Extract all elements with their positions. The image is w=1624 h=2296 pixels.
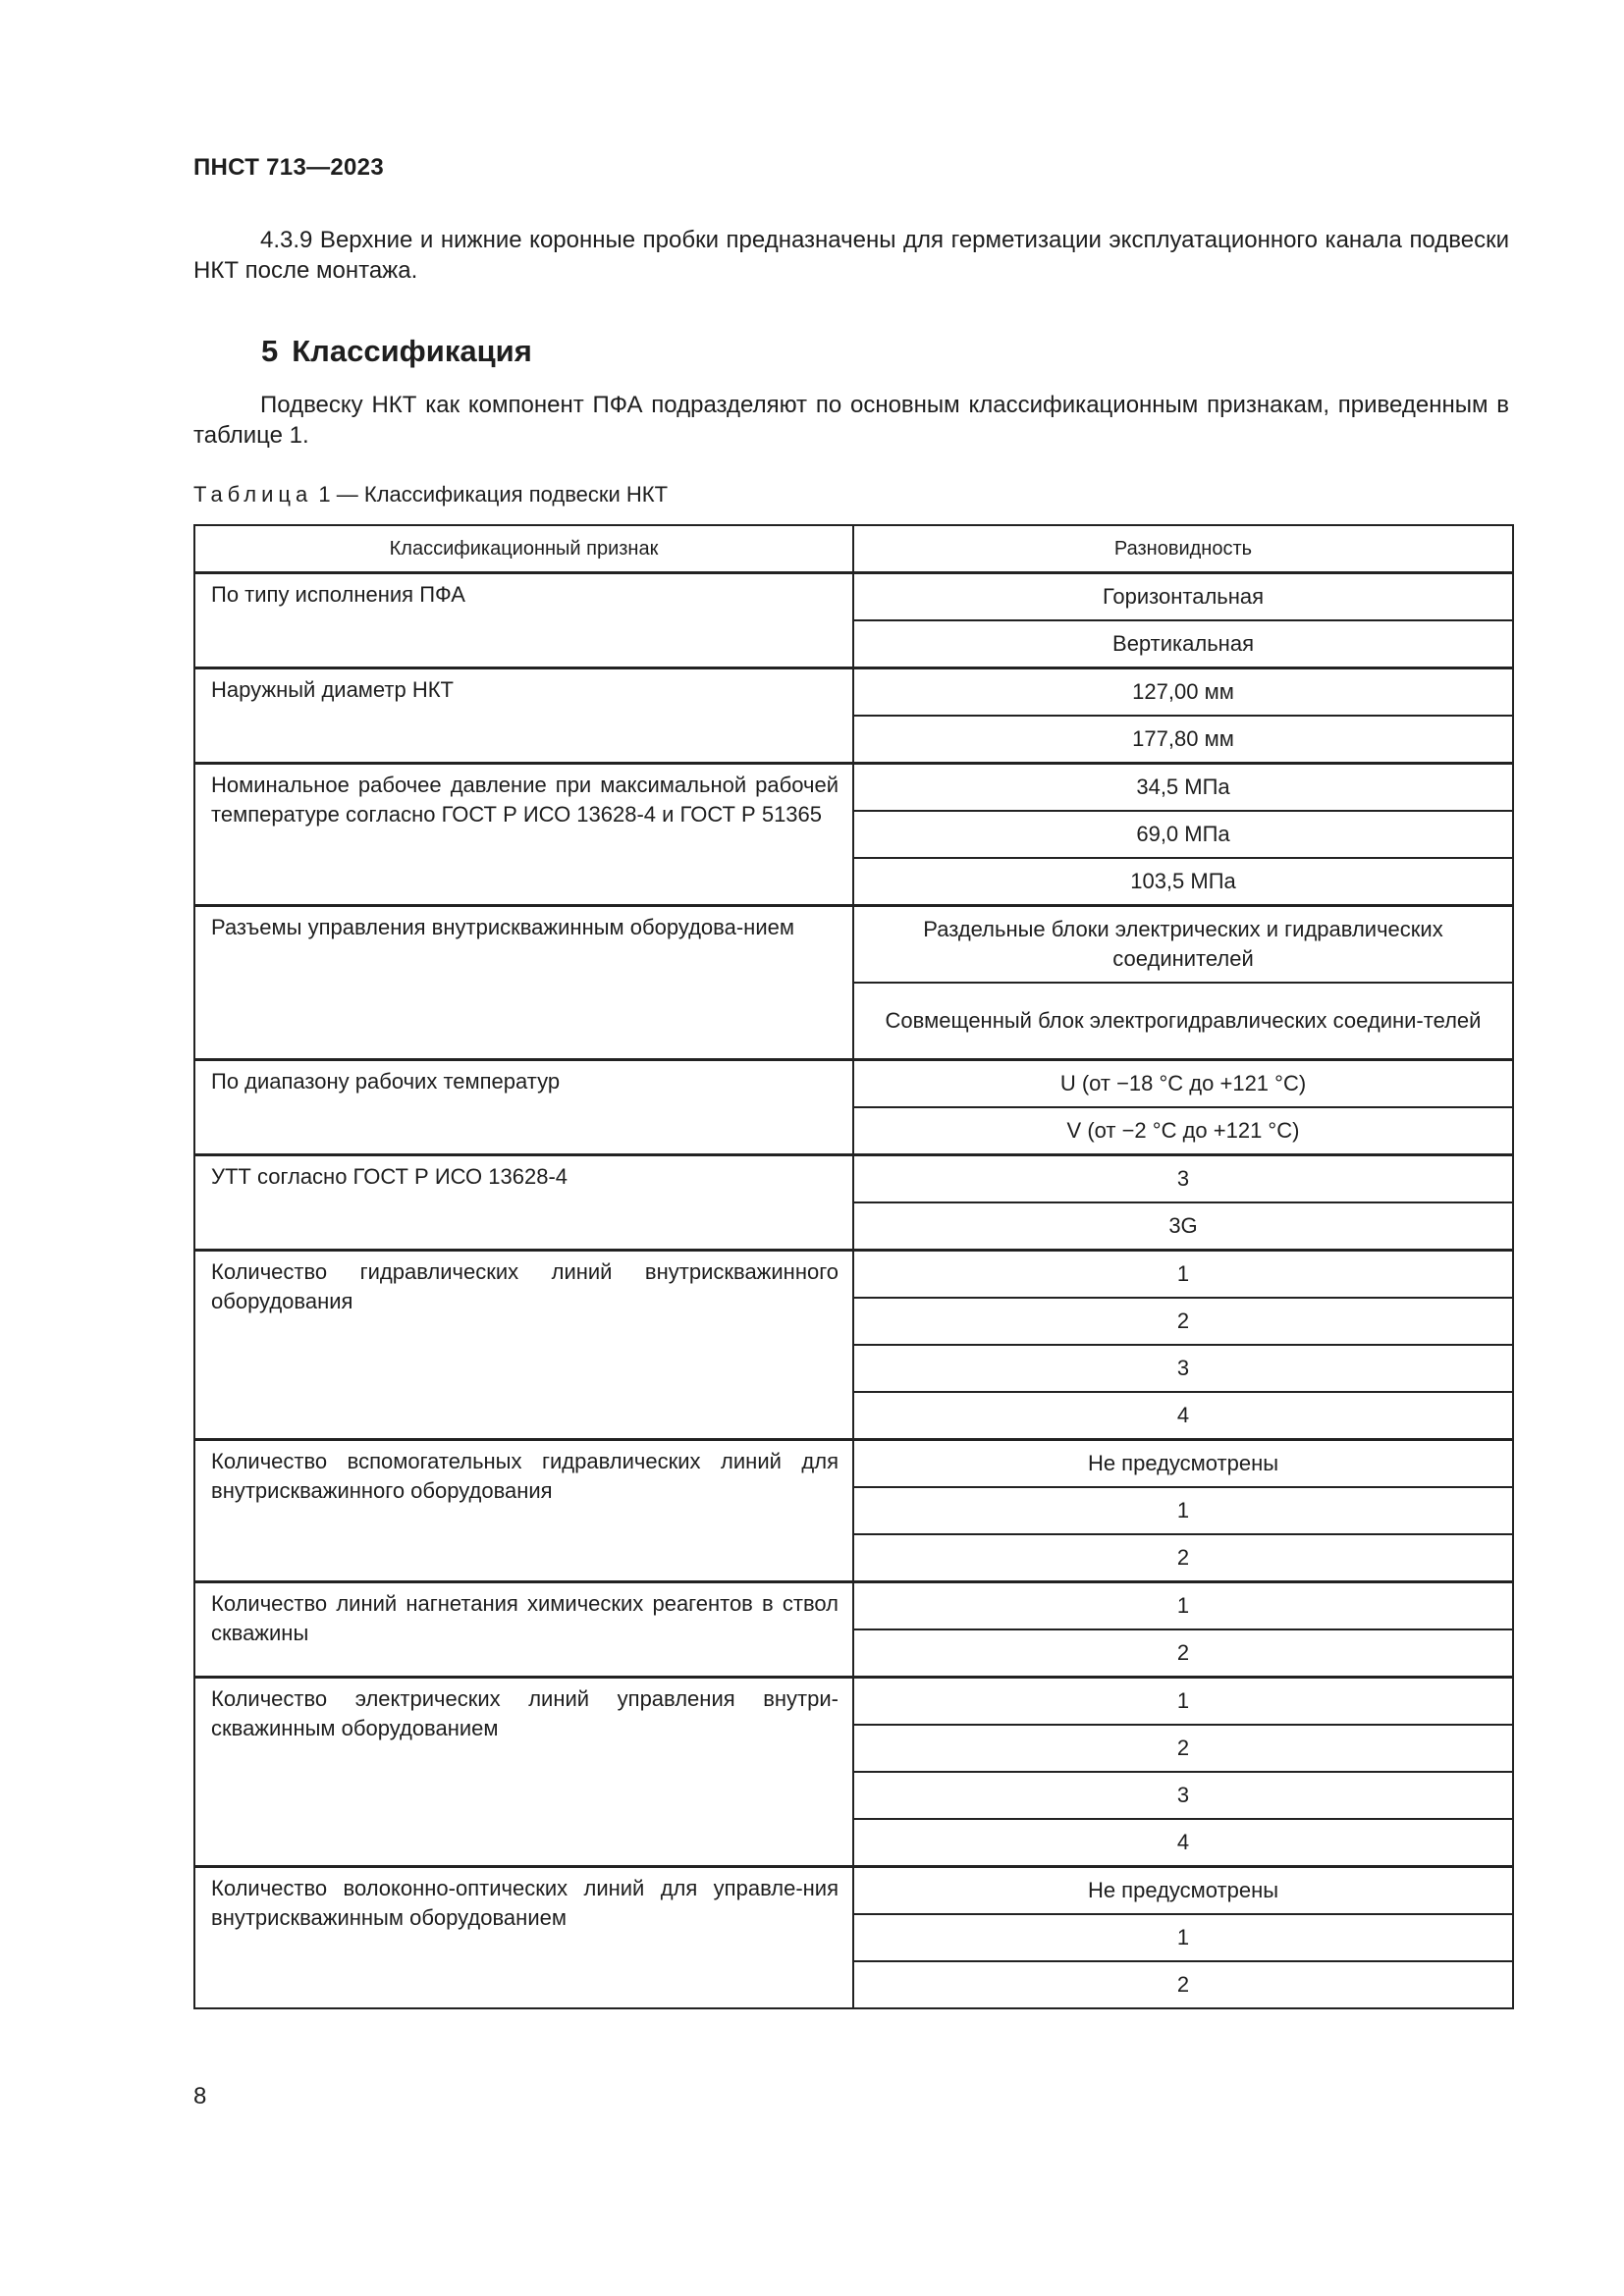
section-title: Классификация <box>292 334 532 368</box>
variety-cell: U (от −18 °С до +121 °С) <box>853 1060 1513 1108</box>
variety-cell: Раздельные блоки электрических и гидравлических соединителей <box>853 906 1513 984</box>
variety-cell: 127,00 мм <box>853 668 1513 717</box>
variety-cell: 1 <box>853 1914 1513 1961</box>
variety-cell: Горизонтальная <box>853 573 1513 621</box>
variety-cell: 3 <box>853 1345 1513 1392</box>
table-row <box>194 1155 1513 1203</box>
classification-table <box>193 524 1514 2009</box>
variety-cell: 2 <box>853 1961 1513 2008</box>
table-row <box>194 1582 1513 1630</box>
variety-cell: 2 <box>853 1629 1513 1678</box>
variety-cell: 34,5 МПа <box>853 764 1513 812</box>
feature-cell: По диапазону рабочих температур <box>194 1060 853 1155</box>
variety-cell: 4 <box>853 1392 1513 1440</box>
paragraph-4-3-9: 4.3.9 Верхние и нижние коронные пробки предназначены для герметизации эксплуатационного канала подвески НКТ после монтажа. <box>193 227 1509 284</box>
table-row <box>194 1251 1513 1299</box>
variety-cell: 2 <box>853 1534 1513 1582</box>
document-code-header: ПНСТ 713—2023 <box>193 154 384 181</box>
variety-cell: 2 <box>853 1725 1513 1772</box>
variety-cell: 177,80 мм <box>853 716 1513 764</box>
variety-cell: 4 <box>853 1819 1513 1867</box>
variety-cell: 69,0 МПа <box>853 811 1513 858</box>
table-row <box>194 1678 1513 1726</box>
feature-cell: По типу исполнения ПФА <box>194 573 853 668</box>
variety-cell: 1 <box>853 1678 1513 1726</box>
table-row <box>194 764 1513 812</box>
variety-cell: 1 <box>853 1582 1513 1630</box>
table-row <box>194 1867 1513 1915</box>
table-body <box>194 573 1513 2009</box>
feature-cell: Количество гидравлических линий внутрискважинного оборудования <box>194 1251 853 1440</box>
variety-cell: 2 <box>853 1298 1513 1345</box>
table-row <box>194 1440 1513 1488</box>
section-heading <box>261 334 532 369</box>
table-row <box>194 668 1513 717</box>
feature-cell: Разъемы управления внутрискважинным оборудова-нием <box>194 906 853 1060</box>
variety-cell: V (от −2 °С до +121 °С) <box>853 1107 1513 1155</box>
table-row <box>194 573 1513 621</box>
table-caption-title: — Классификация подвески НКТ <box>336 482 669 507</box>
feature-cell: УТТ согласно ГОСТ Р ИСО 13628-4 <box>194 1155 853 1251</box>
feature-cell: Наружный диаметр НКТ <box>194 668 853 764</box>
page-number: 8 <box>193 2083 207 2109</box>
section-number: 5 <box>261 334 279 368</box>
paragraph-classification-intro: Подвеску НКТ как компонент ПФА подразделяют по основным классификационным признакам, приведенным в таблице 1. <box>193 392 1509 449</box>
variety-cell: 1 <box>853 1251 1513 1299</box>
table-caption <box>193 482 668 507</box>
feature-cell: Количество волоконно-оптических линий для управле-ния внутрискважинным оборудованием <box>194 1867 853 2009</box>
variety-cell: 1 <box>853 1487 1513 1534</box>
header-feature: Классификационный признак <box>194 525 853 573</box>
variety-cell: 103,5 МПа <box>853 858 1513 906</box>
feature-cell: Номинальное рабочее давление при максимальной рабочей температуре согласно ГОСТ Р ИСО 13628-4 и ГОСТ Р 51365 <box>194 764 853 906</box>
variety-cell: 3 <box>853 1155 1513 1203</box>
variety-cell: Не предусмотрены <box>853 1440 1513 1488</box>
table-row <box>194 906 1513 984</box>
variety-cell: Вертикальная <box>853 620 1513 668</box>
table-caption-number: 1 <box>318 482 331 507</box>
feature-cell: Количество линий нагнетания химических реагентов в ствол скважины <box>194 1582 853 1678</box>
feature-cell: Количество электрических линий управления внутри-скважинным оборудованием <box>194 1678 853 1867</box>
feature-cell: Количество вспомогательных гидравлических линий для внутрискважинного оборудования <box>194 1440 853 1582</box>
table-row <box>194 1060 1513 1108</box>
variety-cell: 3 <box>853 1772 1513 1819</box>
variety-cell: Не предусмотрены <box>853 1867 1513 1915</box>
table-caption-label: Таблица <box>193 482 313 507</box>
variety-cell: Совмещенный блок электрогидравлических соедини-телей <box>853 983 1513 1060</box>
table-header-row <box>194 525 1513 573</box>
variety-cell: 3G <box>853 1202 1513 1251</box>
header-variety: Разновидность <box>853 525 1513 573</box>
